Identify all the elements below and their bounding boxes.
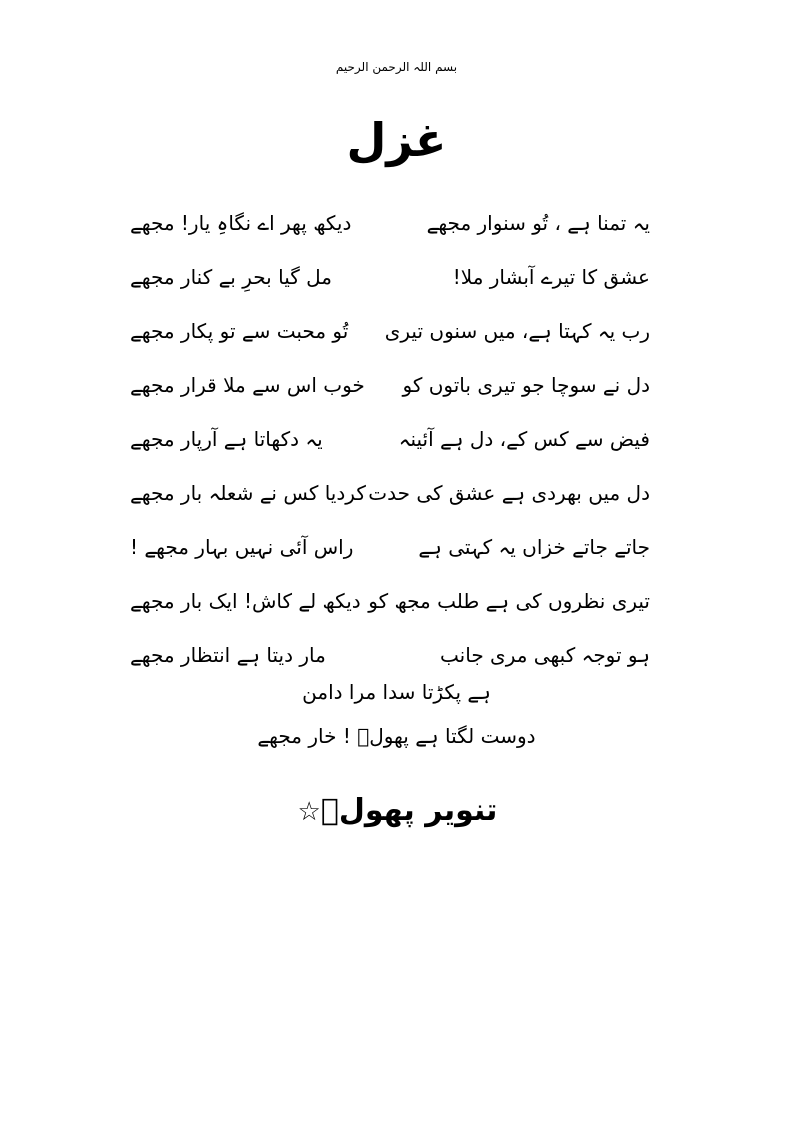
couplet <box>130 358 650 412</box>
poem-verses <box>130 196 650 682</box>
second-line: یہ دکھاتا ہے آرپار مجھے <box>130 427 323 451</box>
second-line: دیکھ پھر اے نگاہِ یار! مجھے <box>130 211 352 235</box>
couplet <box>130 250 650 304</box>
first-line: تیری نظروں کی ہے طلب مجھ کو <box>368 589 650 613</box>
couplet <box>130 196 650 250</box>
bismillah-heading: بسم اللہ الرحمن الرحیم <box>335 60 458 74</box>
closing-first-line: ہے پکڑتا سدا مرا دامن <box>302 680 491 704</box>
couplet <box>130 304 650 358</box>
poem-title: غزل <box>346 113 447 167</box>
star-icon: ☆ <box>297 797 321 827</box>
first-line: ہو توجہ کبھی مری جانب <box>440 643 650 667</box>
first-line: دل میں بھردی ہے عشق کی حدت <box>368 481 650 505</box>
second-line: کردیا کس نے شعلہ بار مجھے <box>130 481 366 505</box>
closing-second-line: دوست لگتا ہے پھولؔ ! خار مجھے <box>257 724 536 748</box>
second-line: دیکھ لے کاش! ایک بار مجھے <box>130 589 361 613</box>
second-line: مار دیتا ہے انتظار مجھے <box>130 643 326 667</box>
first-line: یہ تمنا ہے ، تُو سنوار مجھے <box>426 211 650 235</box>
second-line: مل گیا بحرِ بے کنار مجھے <box>130 265 332 289</box>
poet-signature <box>0 786 793 837</box>
first-line: رب یہ کہتا ہے، میں سنوں تیری <box>384 319 650 343</box>
first-line: عشق کا تیرے آبشار ملا! <box>452 265 650 289</box>
couplet <box>130 466 650 520</box>
second-line: خوب اس سے ملا قرار مجھے <box>130 373 365 397</box>
couplet <box>130 574 650 628</box>
couplet <box>130 520 650 574</box>
first-line: فیض سے کس کے، دل ہے آئینہ <box>398 427 650 451</box>
first-line: دل نے سوچا جو تیری باتوں کو <box>402 373 650 397</box>
couplet <box>130 412 650 466</box>
second-line: تُو محبت سے تو پکار مجھے <box>130 319 349 343</box>
poet-name: تنویر پھولؔ <box>320 793 498 828</box>
first-line: جاتے جاتے خزاں یہ کہتی ہے <box>418 535 650 559</box>
closing-couplet <box>0 676 793 764</box>
couplet <box>130 628 650 682</box>
second-line: راس آئی نہیں بہار مجھے ! <box>130 535 354 559</box>
